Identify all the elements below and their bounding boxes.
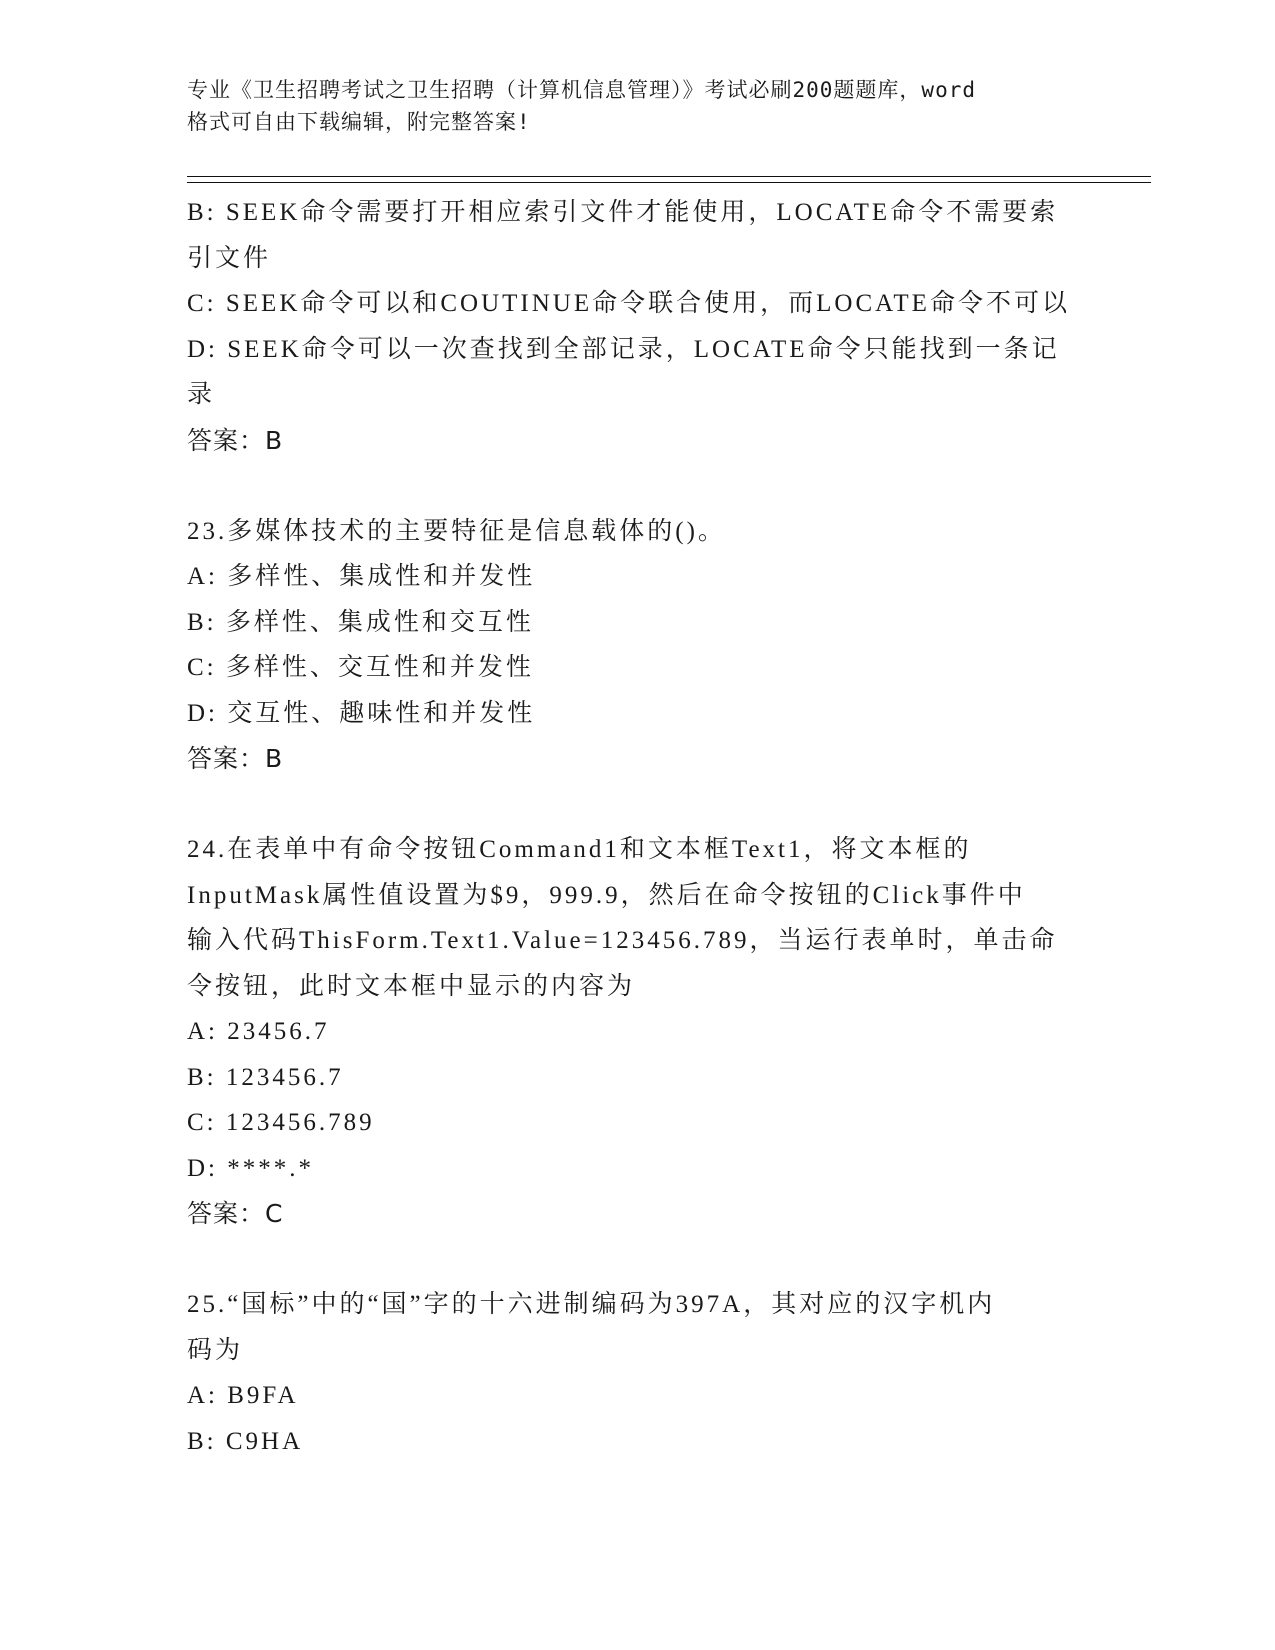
- answer: 答案：B: [187, 425, 284, 455]
- question-content: [187, 190, 1087, 1464]
- option-b-continued: 引文件: [187, 244, 272, 272]
- header-title-line-1: 专业《卫生招聘考试之卫生招聘（计算机信息管理）》考试必刷200题题库，word: [187, 78, 976, 102]
- question-stem-line-1: 25.“国标”中的“国”字的十六进制编码为397A，其对应的汉字机内: [187, 1291, 996, 1318]
- spacer: [187, 782, 1087, 828]
- question-stem-line-2: InputMask属性值设置为$9，999.9，然后在命令按钮的Click事件中: [187, 881, 1026, 909]
- option-a: A: 23456.7: [187, 1018, 330, 1045]
- option-b: B: 123456.7: [187, 1063, 344, 1091]
- question-25: [187, 1282, 1087, 1464]
- option-a: A: B9FA: [187, 1382, 299, 1409]
- question-stem: 23.多媒体技术的主要特征是信息载体的()。: [187, 517, 726, 545]
- spacer: [187, 463, 1087, 509]
- option-b: B: 多样性、集成性和交互性: [187, 608, 534, 636]
- question-stem-line-4: 令按钮，此时文本框中显示的内容为: [187, 972, 636, 1000]
- option-c: C: 多样性、交互性和并发性: [187, 654, 534, 681]
- question-stem-line-2: 码为: [187, 1336, 244, 1364]
- question-stem-line-1: 24.在表单中有命令按钮Command1和文本框Text1，将文本框的: [187, 836, 972, 863]
- option-d: D: 交互性、趣味性和并发性: [187, 699, 536, 727]
- header-title-line-2: 格式可自由下载编辑，附完整答案!: [187, 110, 531, 134]
- page-header: [187, 74, 1087, 138]
- spacer: [187, 1237, 1087, 1283]
- option-c: C: 123456.789: [187, 1109, 375, 1136]
- header-rule-bottom: [187, 182, 1151, 183]
- option-b: B: C9HA: [187, 1427, 304, 1455]
- header-rule-top: [187, 176, 1151, 177]
- option-c: C: SEEK命令可以和COUTINUE命令联合使用，而LOCATE命令不可以: [187, 290, 1070, 317]
- option-d: D: ****.*: [187, 1154, 314, 1182]
- option-d: D: SEEK命令可以一次查找到全部记录，LOCATE命令只能找到一条记: [187, 335, 1060, 363]
- question-stem-line-3: 输入代码ThisForm.Text1.Value=123456.789，当运行表单时，单击命: [187, 927, 1058, 954]
- option-b: B: SEEK命令需要打开相应索引文件才能使用，LOCATE命令不需要索: [187, 199, 1059, 226]
- option-a: A: 多样性、集成性和并发性: [187, 563, 536, 590]
- option-d-continued: 录: [187, 381, 216, 408]
- question-23: [187, 509, 1087, 782]
- question-24: [187, 827, 1087, 1237]
- question-22-continued: [187, 190, 1087, 463]
- answer: 答案：C: [187, 1199, 284, 1228]
- answer: 答案：B: [187, 744, 284, 773]
